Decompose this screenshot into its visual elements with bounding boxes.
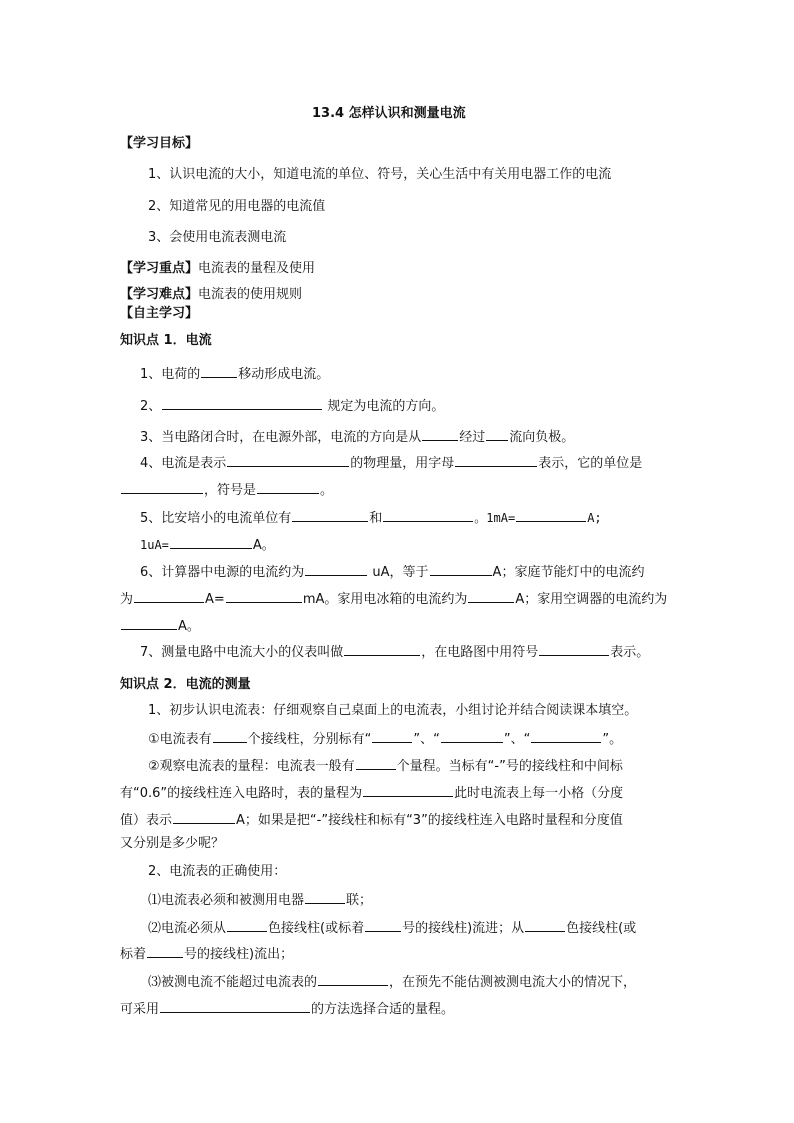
answer-blank[interactable] <box>468 589 514 603</box>
self-study-heading: 【自主学习】 <box>120 306 199 321</box>
text: A；如果是把“-”接线柱和标有“3”的接线柱连入电路时量程和分度值 <box>236 813 623 828</box>
text: 流向负极。 <box>509 430 575 445</box>
text: 色接线柱(或标着 <box>268 921 365 936</box>
text: 表示。 <box>610 645 650 660</box>
text: 的物理量，用字母 <box>350 456 455 471</box>
text: ”。 <box>602 732 623 747</box>
answer-blank[interactable] <box>213 729 247 743</box>
answer-blank[interactable] <box>226 589 302 603</box>
answer-blank[interactable] <box>516 508 586 522</box>
text: 和 <box>369 511 383 526</box>
text: A; <box>587 511 602 525</box>
difficulty-text: 电流表的使用规则 <box>198 287 303 302</box>
answer-blank[interactable] <box>173 810 235 824</box>
answer-blank[interactable] <box>383 508 473 522</box>
text: ，在预先不能估测被测电流大小的情况下， <box>389 975 637 990</box>
answer-blank[interactable] <box>121 616 177 630</box>
difficulty-label: 【学习难点】 <box>120 287 199 302</box>
goal-item: 2、知道常见的用电器的电流值 <box>148 199 326 214</box>
text: 。 <box>320 483 334 498</box>
answer-blank[interactable] <box>162 396 322 410</box>
text: A；家用空调器的电流约为 <box>515 592 668 607</box>
text: 号的接线柱)流出； <box>184 947 294 962</box>
text: 个接线柱，分别标有“ <box>247 732 372 747</box>
answer-blank[interactable] <box>372 729 412 743</box>
text: 号的接线柱)流进；从 <box>402 921 525 936</box>
text: 经过 <box>459 430 486 445</box>
text: 。1mA= <box>474 511 516 525</box>
answer-blank[interactable] <box>363 783 453 797</box>
answer-blank[interactable] <box>318 972 388 986</box>
answer-blank[interactable] <box>486 427 508 441</box>
answer-blank[interactable] <box>147 944 183 958</box>
kp2-p1: 1、初步认识电流表：仔细观察自己桌面上的电流表，小组讨论并结合阅读课本填空。 <box>148 703 638 718</box>
text: ”、“ <box>503 732 531 747</box>
kp1-q4-cont <box>120 480 333 499</box>
text: 色接线柱(或 <box>566 921 637 936</box>
key-point-text: 电流表的量程及使用 <box>198 261 316 276</box>
text: 值）表示 <box>120 813 173 828</box>
answer-blank[interactable] <box>305 890 345 904</box>
text: 5、比安培小的电流单位有 <box>140 511 292 526</box>
text: A。 <box>252 538 275 553</box>
answer-blank[interactable] <box>441 729 503 743</box>
kp1-q3 <box>140 427 574 446</box>
text: 4、电流是表示 <box>140 456 227 471</box>
text: 的方法选择合适的量程。 <box>311 1002 455 1017</box>
answer-blank[interactable] <box>160 999 310 1013</box>
text: 标着 <box>120 947 147 962</box>
text: A。 <box>178 619 200 634</box>
kp2-u1 <box>148 890 372 909</box>
text: 可采用 <box>120 1002 160 1017</box>
kp2-u3 <box>148 972 636 991</box>
answer-blank[interactable] <box>525 918 565 932</box>
key-point-label: 【学习重点】 <box>120 261 199 276</box>
text: 6、计算器中电源的电流约为 <box>140 565 305 580</box>
kp2-c2 <box>148 756 623 775</box>
answer-blank[interactable] <box>227 453 349 467</box>
text: 此时电流表上每一小格（分度 <box>454 786 624 801</box>
kp2-u3-cont <box>120 999 454 1018</box>
kp1-q6 <box>140 562 644 581</box>
text: ⑶被测电流不能超过电流表的 <box>148 975 318 990</box>
answer-blank[interactable] <box>305 562 367 576</box>
answer-blank[interactable] <box>201 364 237 378</box>
kp2-p2: 2、电流表的正确使用： <box>148 864 287 879</box>
goals-heading: 【学习目标】 <box>120 136 199 151</box>
text: 2、 <box>140 399 162 414</box>
text: 移动形成电流。 <box>238 367 330 382</box>
goal-item: 1、认识电流的大小，知道电流的单位、符号，关心生活中有关用电器工作的电流 <box>148 167 612 182</box>
kp1-q4 <box>140 453 642 472</box>
text: mA。家用电冰箱的电流约为 <box>302 592 468 607</box>
answer-blank[interactable] <box>365 918 401 932</box>
text: 为 <box>120 592 134 607</box>
text: A；家庭节能灯中的电流约 <box>492 565 645 580</box>
kp2-u2-cont <box>120 944 293 963</box>
text: ，符号是 <box>204 483 257 498</box>
text: ⑴电流表必须和被测用电器 <box>148 893 305 908</box>
answer-blank[interactable] <box>292 508 368 522</box>
kp1-q6-cont <box>120 589 667 608</box>
answer-blank[interactable] <box>430 562 492 576</box>
answer-blank[interactable] <box>422 427 458 441</box>
kp2-c2-cont2 <box>120 810 623 829</box>
answer-blank[interactable] <box>356 756 396 770</box>
text: 1uA= <box>140 538 169 552</box>
kp1-q1 <box>140 364 329 383</box>
answer-blank[interactable] <box>455 453 537 467</box>
goal-item: 3、会使用电流表测电流 <box>148 230 287 245</box>
kp1-heading: 知识点 1．电流 <box>120 333 212 348</box>
kp1-q6-cont2 <box>120 616 200 635</box>
answer-blank[interactable] <box>227 918 267 932</box>
answer-blank[interactable] <box>539 642 609 656</box>
answer-blank[interactable] <box>170 535 252 549</box>
text: A= <box>205 592 225 607</box>
text: 个量程。当标有“-”号的接线柱和中间标 <box>396 759 623 774</box>
text: ，在电路图中用符号 <box>421 645 539 660</box>
text: ①电流表有 <box>148 732 212 747</box>
kp1-q5-cont <box>140 535 275 554</box>
kp1-q7 <box>140 642 649 661</box>
kp2-c2-cont <box>120 783 623 802</box>
kp2-u2 <box>148 918 636 937</box>
page-title: 13.4 怎样认识和测量电流 <box>312 106 466 121</box>
answer-blank[interactable] <box>121 480 203 494</box>
text: 规定为电流的方向。 <box>323 399 445 414</box>
key-point-line <box>120 261 315 277</box>
kp2-c2-cont3: 又分别是多少呢？ <box>120 836 225 851</box>
text: 联； <box>346 893 373 908</box>
kp1-q2 <box>140 396 444 415</box>
text: 3、当电路闭合时，在电源外部，电流的方向是从 <box>140 430 422 445</box>
text: 有“0.6”的接线柱连入电路时，表的量程为 <box>120 786 363 801</box>
answer-blank[interactable] <box>257 480 319 494</box>
text: 表示，它的单位是 <box>538 456 643 471</box>
text: ②观察电流表的量程：电流表一般有 <box>148 759 355 774</box>
kp2-c1 <box>148 729 622 748</box>
text: 7、测量电路中电流大小的仪表叫做 <box>140 645 344 660</box>
answer-blank[interactable] <box>531 729 601 743</box>
difficulty-line <box>120 287 302 303</box>
kp1-q5 <box>140 508 602 527</box>
answer-blank[interactable] <box>344 642 420 656</box>
text: 1、电荷的 <box>140 367 201 382</box>
answer-blank[interactable] <box>134 589 204 603</box>
text: uA，等于 <box>368 565 429 580</box>
text: ⑵电流必须从 <box>148 921 227 936</box>
kp2-heading: 知识点 2．电流的测量 <box>120 677 251 692</box>
text: ”、“ <box>413 732 440 747</box>
